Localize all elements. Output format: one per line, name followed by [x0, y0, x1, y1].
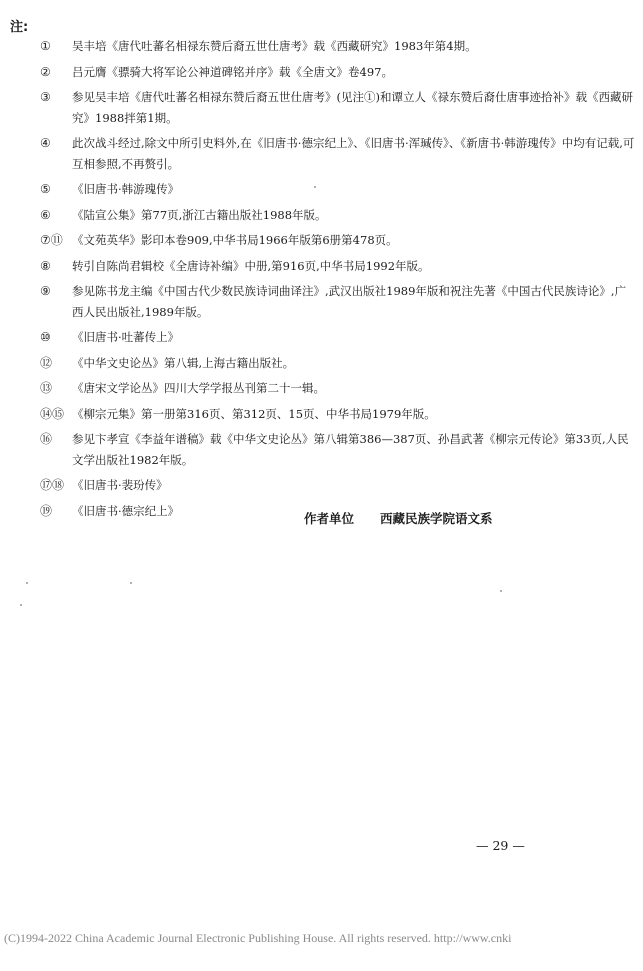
note-number: ⑩ — [40, 330, 51, 344]
note-number: ④ — [40, 136, 51, 150]
note-text: 《旧唐书·韩游瑰传》 — [72, 182, 180, 196]
note-text: 《旧唐书·吐蕃传上》 — [72, 330, 180, 344]
note-number: ⑦⑪ — [40, 233, 63, 247]
notes-list — [40, 36, 635, 526]
note-text: 《柳宗元集》第一册第316页、第312页、15页、中华书局1979年版。 — [72, 406, 436, 421]
note-item — [40, 205, 635, 226]
note-text: 吕元膺《骠骑大将军论公神道碑铭并序》载《全唐文》卷497。 — [72, 64, 393, 79]
note-number: ② — [40, 64, 51, 79]
note-text: 吴丰培《唐代吐蕃名相禄东赞后裔五世仕唐考》载《西藏研究》1983年第4期。 — [72, 39, 477, 53]
note-number: ⑧ — [40, 258, 51, 273]
note-number: ⑰⑱ — [40, 478, 65, 492]
scan-speck — [130, 582, 132, 584]
note-item — [40, 87, 635, 128]
note-item — [40, 230, 635, 251]
note-text: 转引自陈尚君辑校《全唐诗补编》中册,第916页,中华书局1992年版。 — [72, 258, 430, 273]
note-text: 《陆宣公集》第77页,浙江古籍出版社1988年版。 — [72, 207, 327, 222]
note-item — [40, 353, 635, 374]
note-item — [40, 404, 635, 425]
note-number: ⑭⑮ — [40, 406, 65, 421]
note-text: 参见吴丰培《唐代吐蕃名相禄东赞后裔五世仕唐考》(见注①)和谭立人《禄东赞后裔仕唐事迹拾补》载《西藏研究》1988拌第1期。 — [72, 90, 633, 125]
note-text: 《文苑英华》影印本卷909,中华书局1966年版第6册第478页。 — [72, 233, 398, 247]
affiliation-value: 西藏民族学院语文系 — [380, 511, 493, 526]
copyright-footer: (C)1994-2022 China Academic Journal Electronic Publishing House. All rights reserved. http://www.cnki — [4, 931, 512, 945]
scan-speck — [314, 186, 316, 188]
note-item — [40, 429, 635, 470]
note-number: ⑯ — [40, 432, 53, 446]
note-text: 《唐宋文学论丛》四川大学学报丛刊第二十一辑。 — [72, 381, 325, 395]
scan-speck — [500, 590, 502, 592]
note-item — [40, 62, 635, 83]
page-number: — 29 — — [476, 838, 525, 853]
note-number: ⑥ — [40, 207, 51, 222]
author-affiliation — [304, 509, 493, 527]
affiliation-label: 作者单位 — [304, 511, 355, 526]
note-item — [40, 327, 635, 348]
note-number: ⑬ — [40, 381, 53, 395]
note-text: 《中华文史论丛》第八辑,上海古籍出版社。 — [72, 355, 295, 370]
note-text: 《旧唐书·裴玢传》 — [72, 478, 168, 492]
scan-speck — [20, 604, 22, 606]
note-number: ⑲ — [40, 503, 53, 518]
note-item — [40, 281, 635, 322]
notes-label: 注: — [10, 20, 29, 35]
scan-speck — [26, 582, 28, 584]
note-number: ③ — [40, 90, 51, 104]
note-item — [40, 133, 635, 174]
note-text: 参见陈书龙主编《中国古代少数民族诗词曲译注》,武汉出版社1989年版和祝注先著《中国古代民族诗论》,广西人民出版社,1989年版。 — [72, 284, 627, 319]
note-text: 《旧唐书·德宗纪上》 — [72, 503, 180, 518]
note-item — [40, 179, 635, 200]
note-number: ⑨ — [40, 284, 51, 298]
note-text: 此次战斗经过,除文中所引史料外,在《旧唐书·德宗纪上》、《旧唐书·浑瑊传》、《新唐书·韩游瑰传》中均有记载,可互相参照,不再赘引。 — [72, 136, 635, 171]
note-number: ① — [40, 39, 51, 53]
note-text: 参见卞孝宣《李益年谱稿》载《中华文史论丛》第八辑第386—387页、孙昌武著《柳宗元传论》第33页,人民文学出版社1982年版。 — [72, 432, 629, 467]
note-item — [40, 36, 635, 57]
note-item — [40, 475, 635, 496]
note-number: ⑤ — [40, 182, 51, 196]
note-item — [40, 378, 635, 399]
note-item — [40, 256, 635, 277]
note-number: ⑫ — [40, 355, 53, 370]
